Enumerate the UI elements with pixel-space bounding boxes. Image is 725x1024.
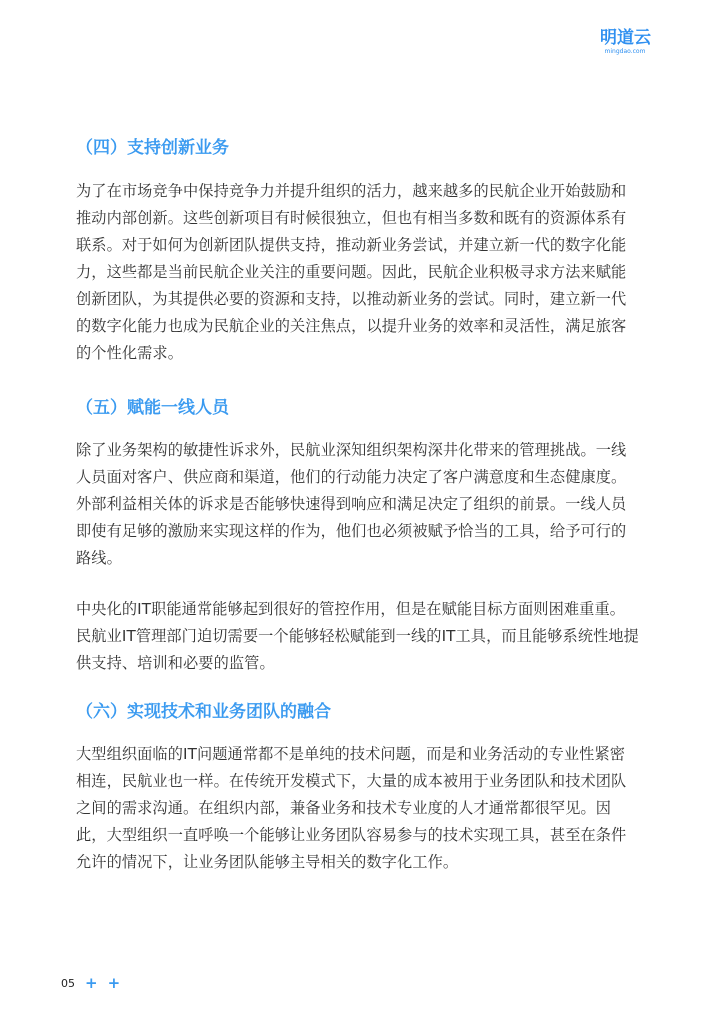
text-line: 为了在市场竞争中保持竞争力并提升组织的活力，越来越多的民航企业开始鼓励和	[76, 182, 627, 200]
text-line: 大型组织面临的IT问题通常都不是单纯的技术问题，而是和业务活动的专业性紧密	[76, 745, 626, 763]
text-line: 外部利益相关体的诉求是否能够快速得到响应和满足决定了组织的前景。一线人员	[76, 495, 627, 513]
text-line: 路线。	[76, 549, 122, 567]
text-line: 的数字化能力也成为民航企业的关注焦点，以提升业务的效率和灵活性，满足旅客	[76, 317, 627, 335]
brand-logo	[600, 28, 650, 56]
paragraph	[76, 596, 651, 677]
paragraph	[76, 437, 651, 572]
text-line: 中央化的IT职能通常能够起到很好的管控作用，但是在赋能目标方面则困难重重。	[76, 600, 626, 618]
text-line: 人员面对客户、供应商和渠道，他们的行动能力决定了客户满意度和生态健康度。	[76, 468, 627, 486]
section-title-support-innovation: （四）支持创新业务	[76, 138, 229, 158]
text-line: 此，大型组织一直呼唤一个能够让业务团队容易参与的技术实现工具，甚至在条件	[76, 826, 627, 844]
text-line: 供支持、培训和必要的监管。	[76, 654, 275, 672]
text-line: 除了业务架构的敏捷性诉求外，民航业深知组织架构深井化带来的管理挑战。一线	[76, 441, 627, 459]
text-line: 民航业IT管理部门迫切需要一个能够轻松赋能到一线的IT工具，而且能够系统性地提	[76, 627, 639, 645]
text-line: 相连，民航业也一样。在传统开发模式下，大量的成本被用于业务团队和技术团队	[76, 772, 627, 790]
text-line: 推动内部创新。这些创新项目有时候很独立，但也有相当多数和既有的资源体系有	[76, 209, 627, 227]
plus-icon: +	[107, 974, 121, 992]
text-line: 的个性化需求。	[76, 344, 184, 362]
text-line: 允许的情况下，让业务团队能够主导相关的数字化工作。	[76, 853, 459, 871]
page-number: 05	[61, 977, 75, 990]
text-line: 联系。对于如何为创新团队提供支持，推动新业务尝试，并建立新一代的数字化能	[76, 236, 627, 254]
plus-icon: +	[85, 974, 98, 992]
logo-name: 明道云	[600, 28, 651, 48]
section-title-empower-frontline: （五）赋能一线人员	[76, 398, 229, 418]
paragraph	[76, 741, 651, 876]
text-line: 之间的需求沟通。在组织内部，兼备业务和技术专业度的人才通常都很罕见。因	[76, 799, 612, 817]
logo-url-text: mingdao.com	[604, 48, 646, 55]
text-line: 即使有足够的激励来实现这样的作为，他们也必须被赋予恰当的工具，给予可行的	[76, 522, 627, 540]
section-title-tech-business-fusion: （六）实现技术和业务团队的融合	[76, 702, 331, 722]
text-line: 创新团队，为其提供必要的资源和支持，以推动新业务的尝试。同时，建立新一代	[76, 290, 627, 308]
paragraph	[76, 178, 651, 367]
page-footer	[61, 976, 120, 991]
text-line: 力，这些都是当前民航企业关注的重要问题。因此，民航企业积极寻求方法来赋能	[76, 263, 627, 281]
